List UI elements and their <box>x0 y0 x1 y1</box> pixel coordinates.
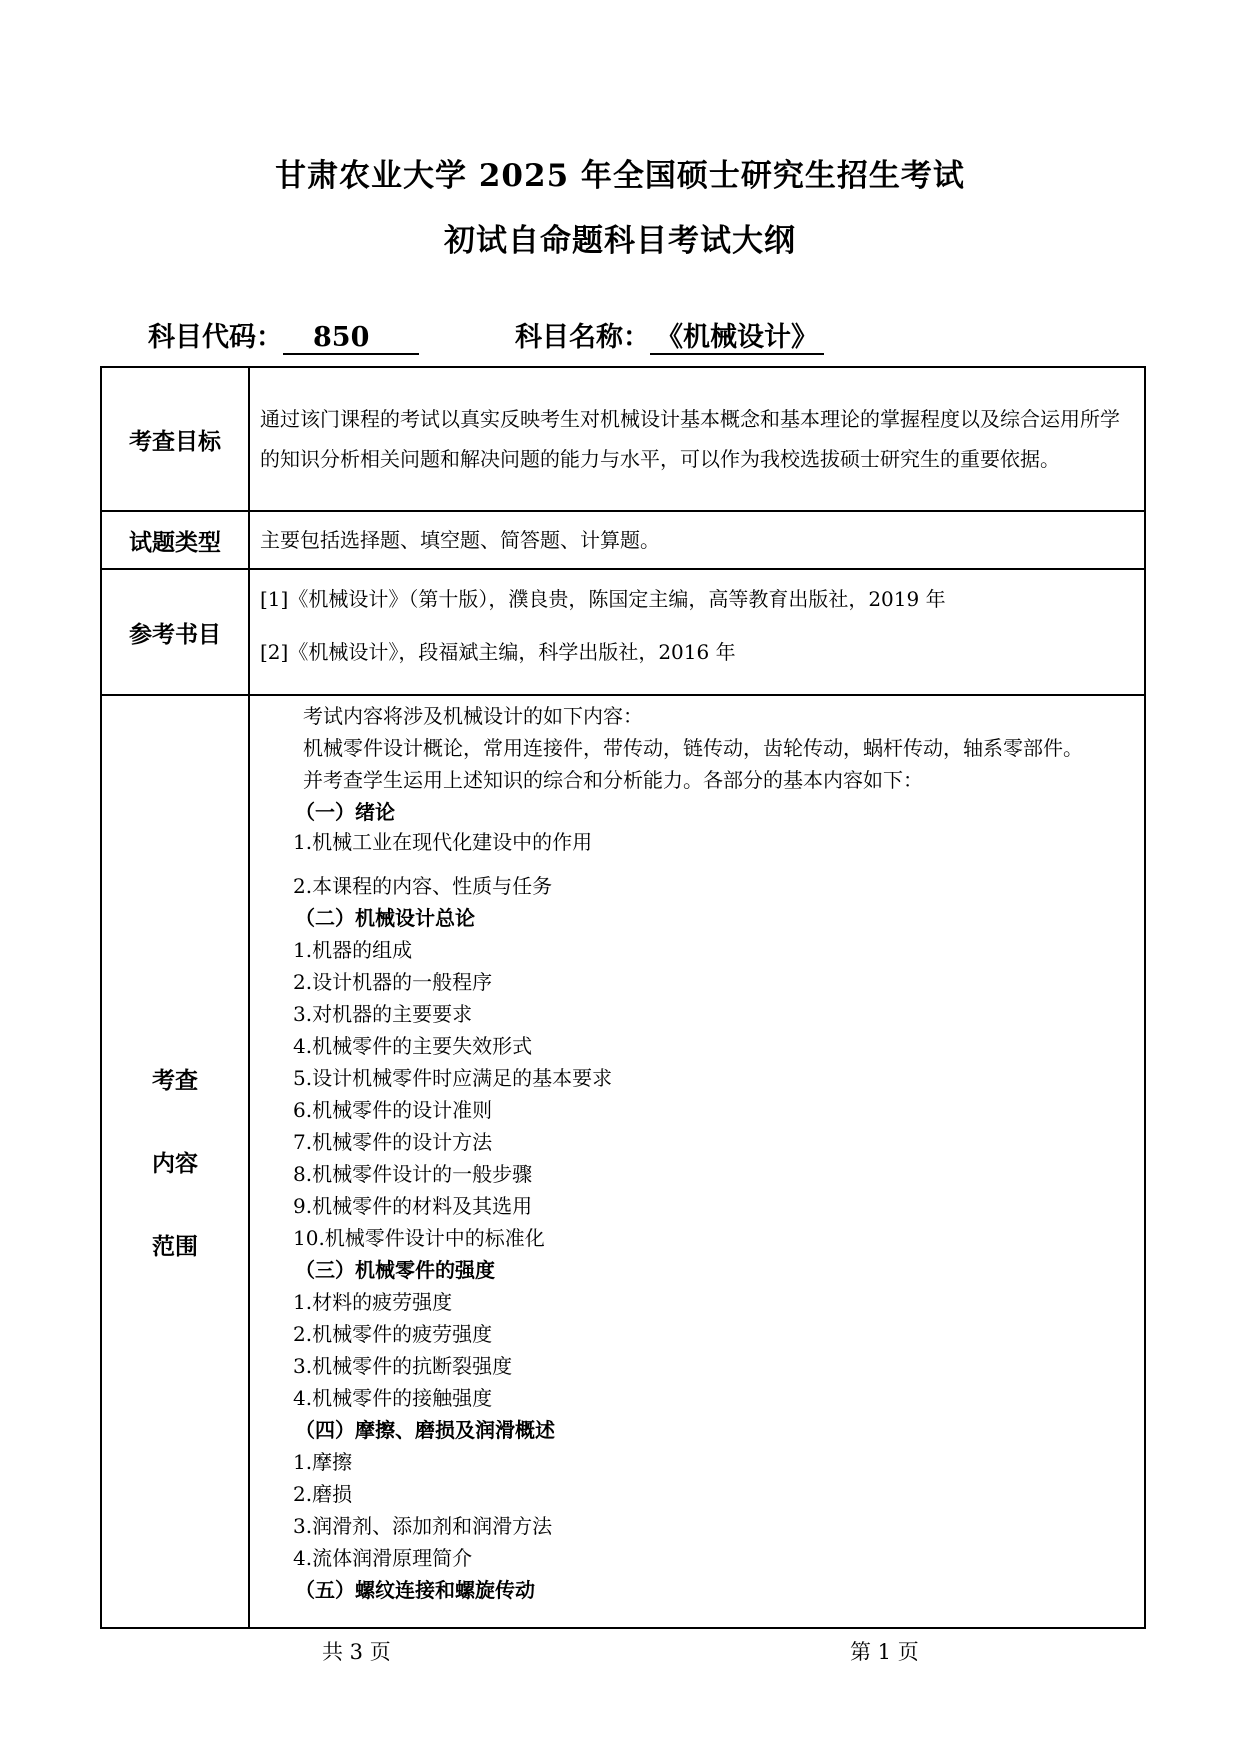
section-item: 8.机械零件设计的一般步骤 <box>293 1162 533 1186</box>
section-heading: （一）绪论 <box>295 800 395 824</box>
section-item: 3.对机器的主要要求 <box>293 1002 473 1026</box>
section-item: 6.机械零件的设计准则 <box>293 1098 493 1122</box>
section-item: 10.机械零件设计中的标准化 <box>293 1226 545 1250</box>
reference-books-cell <box>249 569 1145 695</box>
row-exam-scope <box>101 695 1145 1628</box>
section-item: 1.摩擦 <box>293 1450 353 1474</box>
section-heading: （二）机械设计总论 <box>295 906 475 930</box>
section-item: 3.机械零件的抗断裂强度 <box>293 1354 513 1378</box>
section-item: 7.机械零件的设计方法 <box>293 1130 493 1154</box>
exam-scope-label-part: 范围 <box>152 1233 198 1260</box>
reference-book-1: [1]《机械设计》（第十版），濮良贵，陈国定主编，高等教育出版社，2019 年 <box>260 587 946 611</box>
subject-name-label: 科目名称： <box>515 322 650 353</box>
outline-table <box>100 366 1146 1629</box>
section-item: 2.设计机器的一般程序 <box>293 970 493 994</box>
section-item: 4.流体润滑原理简介 <box>293 1546 473 1570</box>
question-type-cell <box>249 511 1145 569</box>
exam-goal-label: 考查目标 <box>101 367 249 511</box>
subject-code-value: 850 <box>283 322 419 355</box>
page-number: 第 1 页 <box>850 1640 919 1664</box>
subject-code-label: 科目代码： <box>148 322 283 353</box>
exam-goal-text: 通过该门课程的考试以真实反映考生对机械设计基本概念和基本理论的掌握程度以及综合运用所学的知识分析相关问题和解决问题的能力与水平，可以作为我校选拔硕士研究生的重要依据。 <box>260 407 1120 471</box>
section-item: 2.机械零件的疲劳强度 <box>293 1322 493 1346</box>
section-item: 3.润滑剂、添加剂和润滑方法 <box>293 1514 553 1538</box>
section-heading: （三）机械零件的强度 <box>295 1258 495 1282</box>
section-item: 2.本课程的内容、性质与任务 <box>293 874 553 898</box>
exam-goal-cell <box>249 367 1145 511</box>
row-reference-books <box>101 569 1145 695</box>
exam-scope-label-part: 考查 <box>152 1067 198 1094</box>
question-type-text: 主要包括选择题、填空题、简答题、计算题。 <box>260 528 660 552</box>
section-item: 2.磨损 <box>293 1482 353 1506</box>
section-item: 1.机械工业在现代化建设中的作用 <box>293 830 593 854</box>
row-exam-goal <box>101 367 1145 511</box>
section-item: 1.机器的组成 <box>293 938 413 962</box>
exam-scope-content <box>250 696 1144 1627</box>
scope-intro-line: 考试内容将涉及机械设计的如下内容： <box>303 704 643 728</box>
section-item: 4.机械零件的主要失效形式 <box>293 1034 533 1058</box>
page-total: 共 3 页 <box>322 1640 391 1664</box>
section-item: 5.设计机械零件时应满足的基本要求 <box>293 1066 613 1090</box>
subject-code <box>148 315 419 355</box>
exam-scope-label-part: 内容 <box>152 1150 198 1177</box>
question-type-label: 试题类型 <box>101 511 249 569</box>
subject-name-value: 《机械设计》 <box>650 322 824 355</box>
exam-scope-cell <box>249 695 1145 1628</box>
reference-books-label: 参考书目 <box>101 569 249 695</box>
document-subtitle: 初试自命题科目考试大纲 <box>444 223 796 259</box>
exam-scope-label <box>101 695 249 1628</box>
reference-book-2: [2]《机械设计》，段福斌主编，科学出版社，2016 年 <box>260 640 736 664</box>
document-title: 甘肃农业大学 2025 年全国硕士研究生招生考试 <box>275 158 965 194</box>
scope-intro-line: 机械零件设计概论，常用连接件，带传动，链传动，齿轮传动，蜗杆传动，轴系零部件。 <box>303 736 1083 760</box>
subject-name <box>515 315 824 355</box>
row-question-type <box>101 511 1145 569</box>
scope-intro-line: 并考查学生运用上述知识的综合和分析能力。各部分的基本内容如下： <box>303 768 923 792</box>
section-heading: （五）螺纹连接和螺旋传动 <box>295 1578 535 1602</box>
section-item: 1.材料的疲劳强度 <box>293 1290 453 1314</box>
section-item: 9.机械零件的材料及其选用 <box>293 1194 533 1218</box>
section-item: 4.机械零件的接触强度 <box>293 1386 493 1410</box>
section-heading: （四）摩擦、磨损及润滑概述 <box>295 1418 555 1442</box>
